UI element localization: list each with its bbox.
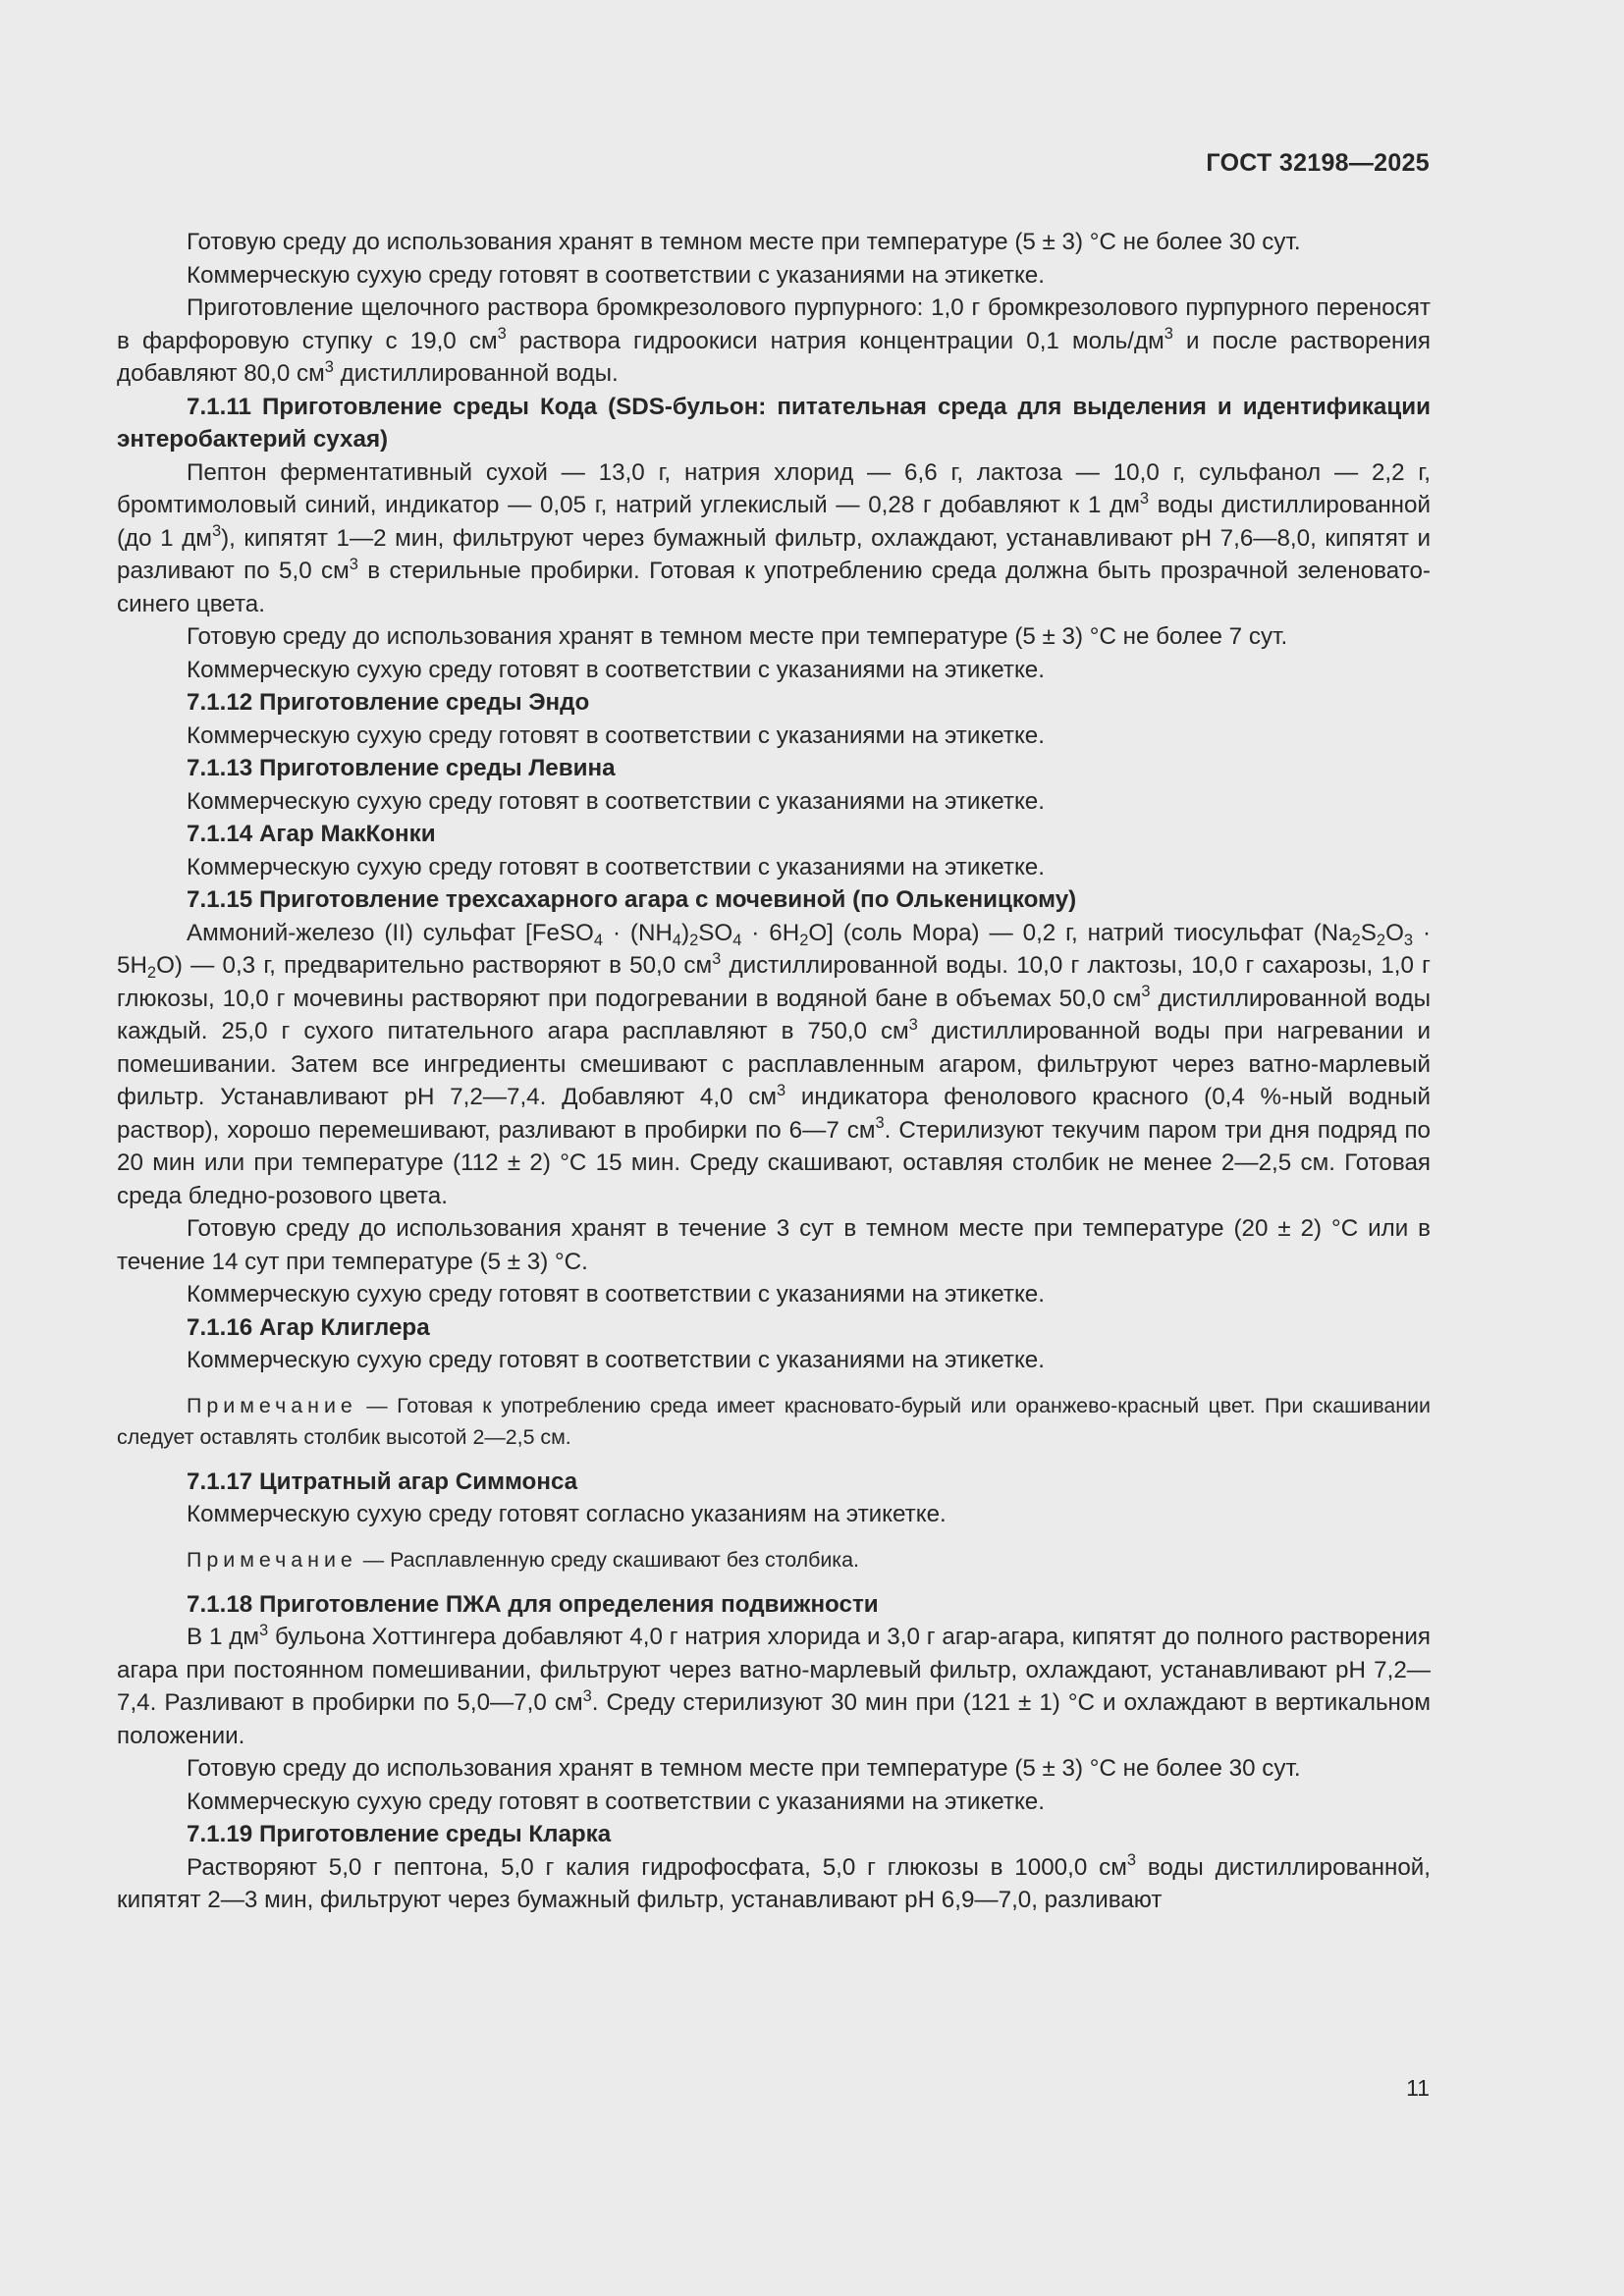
- document-body: [117, 226, 1431, 1917]
- page-number: 11: [1406, 2075, 1430, 2101]
- paragraph: Коммерческую сухую среду готовят в соответствии с указаниями на этикетке.: [187, 656, 1045, 683]
- paragraph: Пептон ферментативный сухой — 13,0 г, натрия хлорид — 6,6 г, лактоза — 10,0 г, сульфанол — 2,2 г, бромтимоловый синий, индикатор — 0,05 г, натрий углекислый — 0,28 г добавляют к 1 $дм^3$ воды дистиллированной (до 1 $дм^3$), кипятят 1—2 мин, фильтруют через бумажный фильтр, охлаждают, устанавливают рН 7,6—8,0, кипятят и разливают по 5,0 $см^3$ в стерильные пробирки. Готовая к употреблению среда должна быть прозрачной зеленовато-синего цвета.: [117, 458, 1432, 617]
- note: Примечание — Готовая к употреблению среда имеет красновато-бурый или оранжево-красный цвет. При скашивании следует оставлять столбик высотой 2—2,5 см.: [117, 1393, 1432, 1449]
- paragraph: Коммерческую сухую среду готовят в соответствии с указаниями на этикетке.: [187, 261, 1045, 289]
- paragraph: Коммерческую сухую среду готовят в соответствии с указаниями на этикетке.: [187, 1281, 1045, 1308]
- section-heading: 7.1.12 Приготовление среды Эндо: [187, 689, 590, 716]
- section-heading: 7.1.19 Приготовление среды Кларка: [187, 1821, 612, 1847]
- paragraph: Аммоний-железо (II) сульфат [FeSO$_4$ · $(NH_4)_2SO_4 \cdot 6H_2O$] (соль Мора) — 0,2 г, натрий тиосульфат $(Na_2S_2O_3 \cdot 5H_2O)$ — 0,3 г, предварительно растворяют в 50,0 $см^3$ дистиллированной воды. 10,0 г лактозы, 10,0 г сахарозы, 1,0 г глюкозы, 10,0 г мочевины растворяют при подогревании в водяной бане в объемах 50,0 $см^3$ дистиллированной воды каждый. 25,0 г сухого питательного агара расплавляют в 750,0 $см^3$ дистиллированной воды при нагревании и помешивании. Затем все ингредиенты смешивают с расплавленным агаром, фильтруют через ватно-марлевый фильтр. Устанавливают рН 7,2—7,4. Добавляют 4,0 $см^3$ индикатора фенолового красного (0,4 %-ный водный раствор), хорошо перемешивают, разливают в пробирки по 6—7 $см^3$. Стерилизуют текучим паром три дня подряд по 20 мин или при температуре (112 ± 2) °С 15 мин. Среду скашивают, оставляя столбик не менее 2—2,5 см. Готовая среда бледно-розового цвета.: [117, 919, 1432, 1209]
- paragraph: Коммерческую сухую среду готовят в соответствии с указаниями на этикетке.: [187, 1788, 1045, 1815]
- paragraph: Приготовление щелочного раствора бромкрезолового пурпурного: 1,0 г бромкрезолового пурпурного переносят в фарфоровую ступку с 19,0 $см^3$ раствора гидроокиси натрия концентрации 0,1 моль/$дм^3$ и после растворения добавляют 80,0 $см^3$ дистиллированной воды.: [117, 294, 1431, 387]
- note-text: Расплавленную среду скашивают без столбика.: [390, 1547, 859, 1572]
- paragraph: Коммерческую сухую среду готовят согласно указаниям на этикетке.: [187, 1501, 947, 1527]
- paragraph: Готовую среду до использования хранят в темном месте при температуре (5 ± 3) °С не более 30 сут.: [187, 229, 1301, 255]
- section-heading: 7.1.14 Агар МакКонки: [187, 821, 436, 847]
- note-label: Примечание: [187, 1393, 357, 1417]
- section-heading: 7.1.16 Агар Клиглера: [187, 1313, 430, 1341]
- paragraph: Растворяют 5,0 г пептона, 5,0 г калия гидрофосфата, 5,0 г глюкозы в 1000,0 $см^3$ воды дистиллированной, кипятят 2—3 мин, фильтруют через бумажный фильтр, устанавливают рН 6,9—7,0, разливают: [117, 1851, 1432, 1913]
- section-heading: 7.1.18 Приготовление ПЖА для определения подвижности: [187, 1590, 879, 1618]
- section-heading: 7.1.11 Приготовление среды Кода (SDS-бульон: питательная среда для выделения и идентификации энтеробактерий сухая): [117, 393, 1431, 453]
- paragraph: Готовую среду до использования хранят в течение 3 сут в темном месте при температуре (20 ± 2) °С или в течение 14 сут при температуре (5 ± 3) °С.: [117, 1215, 1431, 1275]
- paragraph: Коммерческую сухую среду готовят в соответствии с указаниями на этикетке.: [187, 853, 1045, 881]
- document-id: ГОСТ 32198—2025: [1206, 149, 1430, 177]
- paragraph: Коммерческую сухую среду готовят в соответствии с указаниями на этикетке.: [187, 1347, 1045, 1373]
- paragraph: Готовую среду до использования хранят в темном месте при температуре (5 ± 3) °С не более 30 сут.: [187, 1755, 1301, 1782]
- paragraph: Готовую среду до использования хранят в темном месте при температуре (5 ± 3) °С не более 7 сут.: [187, 623, 1288, 650]
- paragraph: Коммерческую сухую среду готовят в соответствии с указаниями на этикетке.: [187, 721, 1045, 749]
- section-heading: 7.1.17 Цитратный агар Симмонса: [187, 1468, 578, 1495]
- paragraph: Коммерческую сухую среду готовят в соответствии с указаниями на этикетке.: [187, 787, 1045, 815]
- paragraph: В 1 $дм^3$ бульона Хоттингера добавляют 4,0 г натрия хлорида и 3,0 г агар-агара, кипятят до полного растворения агара при постоянном помешивании, фильтруют через ватно-марлевый фильтр, охлаждают, устанавливают рН 7,2—7,4. Разливают в пробирки по 5,0—7,0 $см^3$. Среду стерилизуют 30 мин при (121 ± 1) °С и охлаждают в вертикальном положении.: [117, 1621, 1431, 1749]
- note-label: Примечание: [187, 1547, 357, 1572]
- note-text: Готовая к употреблению среда имеет красновато-бурый или оранжево-красный цвет. При скашивании следует оставлять столбик высотой 2—2,5 см.: [117, 1393, 1432, 1449]
- note: Примечание — Расплавленную среду скашивают без столбика.: [187, 1547, 859, 1572]
- section-heading: 7.1.13 Приготовление среды Левина: [187, 755, 616, 781]
- section-heading: 7.1.15 Приготовление трехсахарного агара с мочевиной (по Олькеницкому): [187, 886, 1077, 913]
